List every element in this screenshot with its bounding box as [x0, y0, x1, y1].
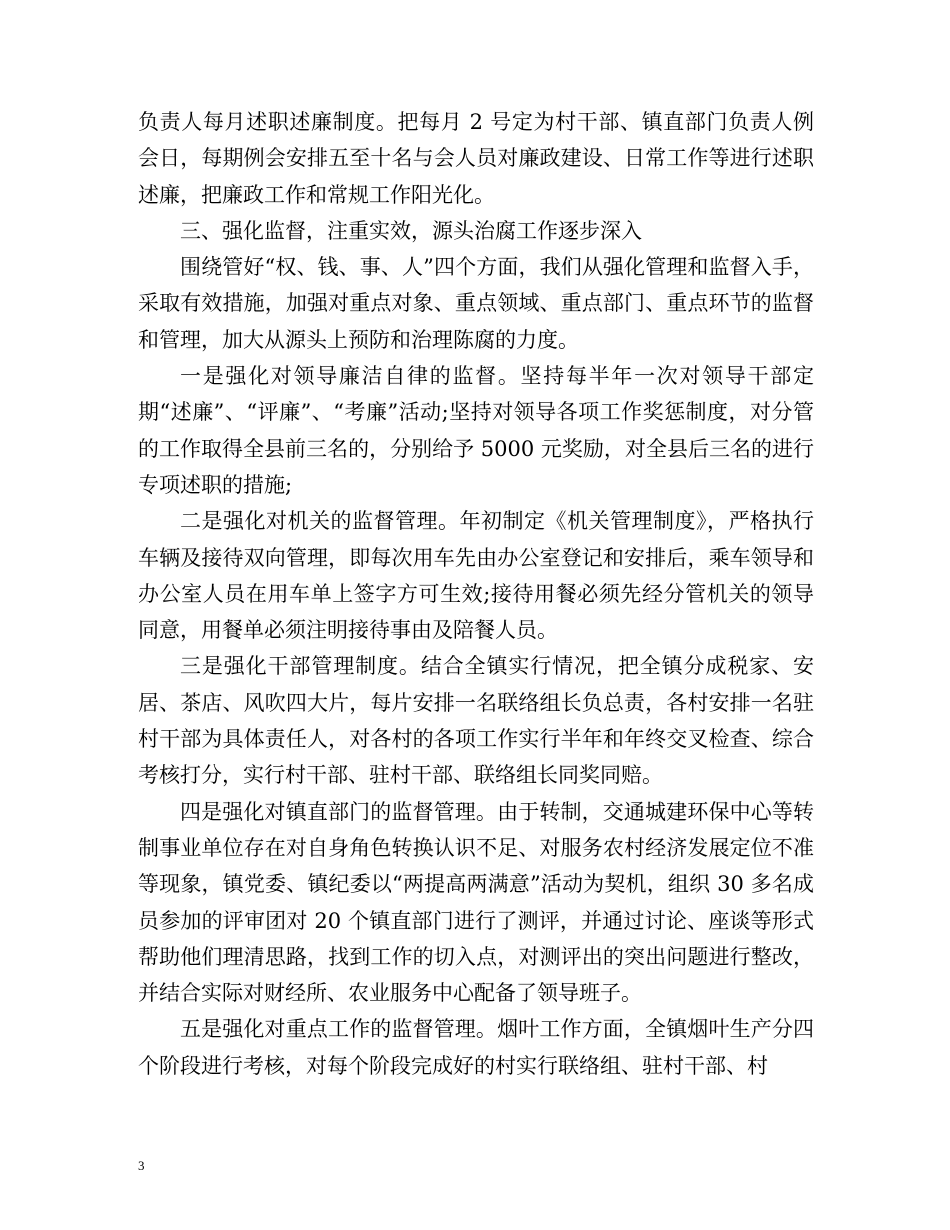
paragraph: 五是强化对重点工作的监督管理。烟叶工作方面，全镇烟叶生产分四个阶段进行考核，对每个阶段完成好的村实行联络组、驻村干部、村: [138, 1017, 814, 1078]
paragraph: 负责人每月述职述廉制度。把每月 2 号定为村干部、镇直部门负责人例会日，每期例会安排五至十名与会人员对廉政建设、日常工作等进行述职述廉，把廉政工作和常规工作阳光化。: [138, 110, 814, 207]
paragraph: 一是强化对领导廉洁自律的监督。坚持每半年一次对领导干部定期“述廉”、“评廉”、“考廉”活动;坚持对领导各项工作奖惩制度，对分管的工作取得全县前三名的，分别给予 5000 元奖励，对全县后三名的进行专项述职的措施;: [138, 364, 814, 497]
page-number: 3: [138, 1158, 145, 1173]
document-body: [138, 104, 814, 1084]
section-heading: 三、强化监督，注重实效，源头治腐工作逐步深入: [180, 218, 642, 243]
paragraph: 二是强化对机关的监督管理。年初制定《机关管理制度》，严格执行车辆及接待双向管理，即每次用车先由办公室登记和安排后，乘车领导和办公室人员在用车单上签字方可生效;接待用餐必须先经分管机关的领导同意，用餐单必须注明接待事由及陪餐人员。: [138, 509, 814, 643]
paragraph: 围绕管好“权、钱、事、人”四个方面，我们从强化管理和监督入手，采取有效措施，加强对重点对象、重点领域、重点部门、重点环节的监督和管理，加大从源头上预防和治理陈腐的力度。: [138, 255, 814, 352]
paragraph: 四是强化对镇直部门的监督管理。由于转制，交通城建环保中心等转制事业单位存在对自身角色转换认识不足、对服务农村经济发展定位不准等现象，镇党委、镇纪委以“两提高两满意”活动为契机，组织 30 多名成员参加的评审团对 20 个镇直部门进行了测评，并通过讨论、座谈等形式帮助他们理清思路，找到工作的切入点，对测评出的突出问题进行整改，并结合实际对财经所、农业服务中心配备了领导班子。: [138, 799, 814, 1006]
paragraph: 三是强化干部管理制度。结合全镇实行情况，把全镇分成税家、安居、茶店、风吹四大片，每片安排一名联络组长负总责，各村安排一名驻村干部为具体责任人，对各村的各项工作实行半年和年终交叉检查、综合考核打分，实行村干部、驻村干部、联络组长同奖同赔。: [138, 654, 814, 788]
